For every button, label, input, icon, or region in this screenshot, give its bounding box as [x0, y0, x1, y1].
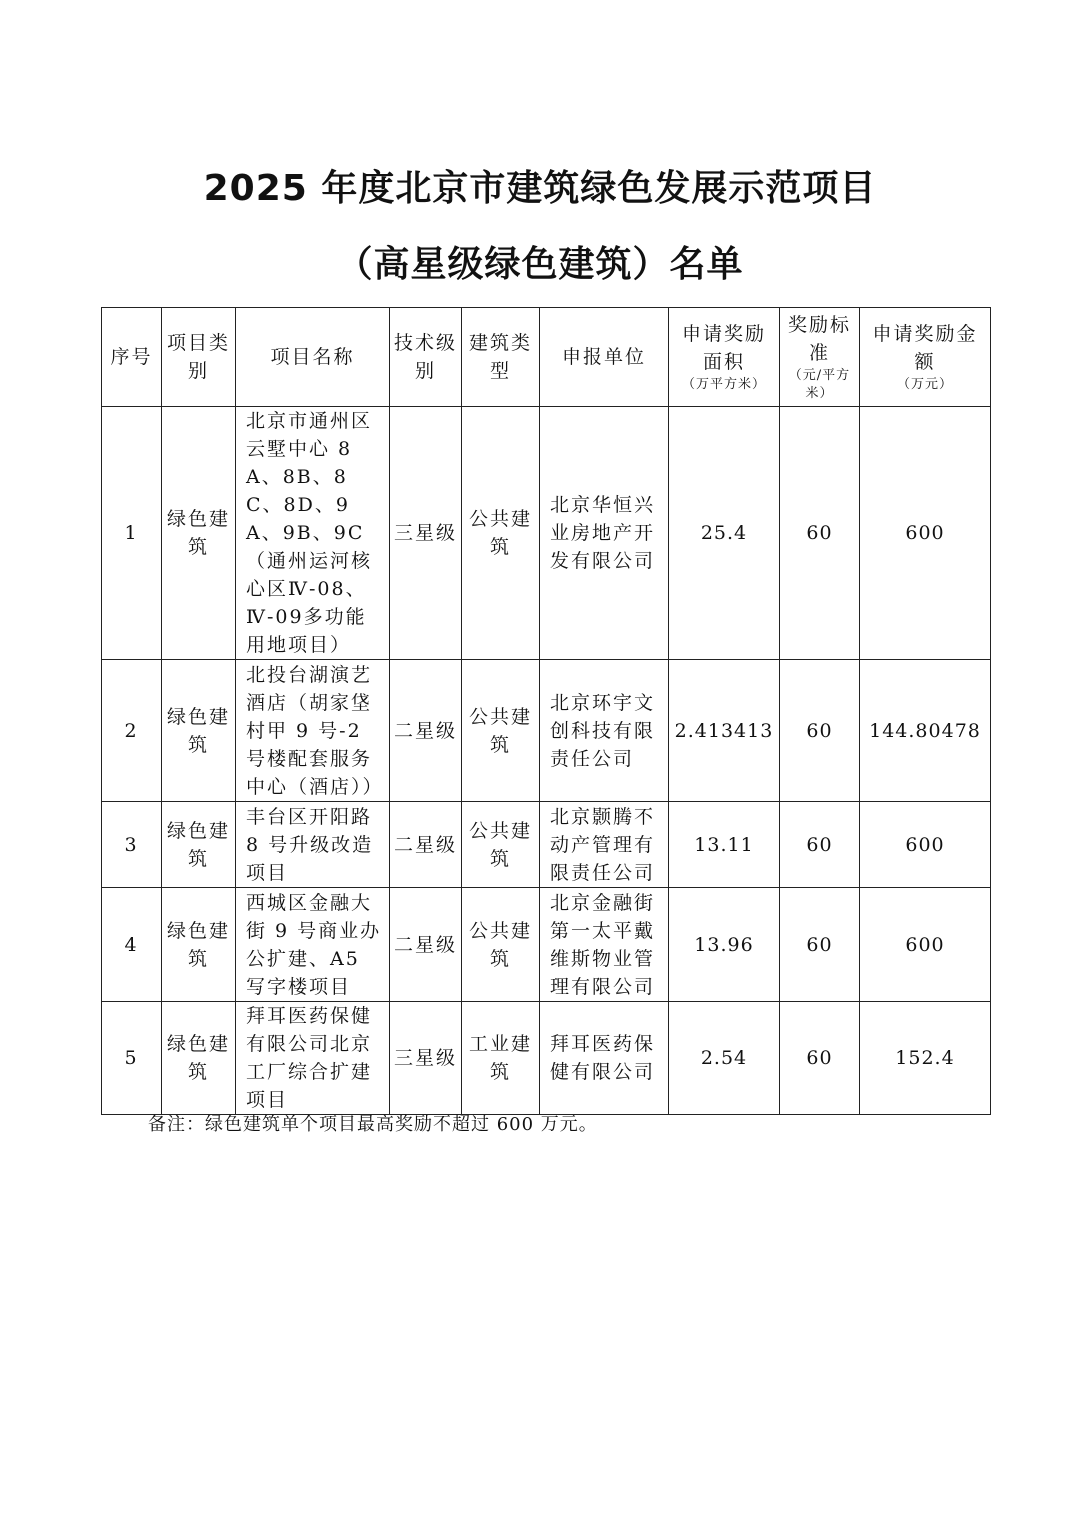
cell-applicant: 北京颢腾不动产管理有限责任公司 — [540, 802, 669, 888]
header-building-type: 建筑类型 — [462, 308, 540, 407]
header-category: 项目类别 — [162, 308, 236, 407]
header-seq: 序号 — [102, 308, 162, 407]
cell-standard: 60 — [780, 802, 860, 888]
cell-amount: 600 — [860, 888, 991, 1002]
cell-project-name: 丰台区开阳路 8 号升级改造项目 — [236, 802, 390, 888]
cell-seq: 4 — [102, 888, 162, 1002]
table-row — [102, 888, 991, 1002]
cell-building-type: 公共建筑 — [462, 888, 540, 1002]
project-table — [101, 307, 991, 1115]
header-standard — [780, 308, 860, 407]
cell-tech-level: 三星级 — [390, 407, 462, 660]
cell-seq: 2 — [102, 660, 162, 802]
cell-amount: 152.4 — [860, 1002, 991, 1115]
table-row — [102, 407, 991, 660]
cell-tech-level: 三星级 — [390, 1002, 462, 1115]
cell-category: 绿色建筑 — [162, 407, 236, 660]
cell-project-name: 北投台湖演艺酒店（胡家垡村甲 9 号-2 号楼配套服务中心（酒店）） — [236, 660, 390, 802]
table-row — [102, 660, 991, 802]
header-amount-main: 申请奖励金额 — [872, 323, 978, 373]
header-amount-unit: （万元） — [896, 377, 953, 392]
cell-building-type: 公共建筑 — [462, 660, 540, 802]
cell-area: 13.96 — [669, 888, 780, 1002]
cell-area: 2.413413 — [669, 660, 780, 802]
cell-amount: 600 — [860, 407, 991, 660]
footnote: 备注：绿色建筑单个项目最高奖励不超过 600 万元。 — [148, 1114, 598, 1135]
cell-category: 绿色建筑 — [162, 888, 236, 1002]
cell-applicant: 北京环宇文创科技有限责任公司 — [540, 660, 669, 802]
cell-category: 绿色建筑 — [162, 660, 236, 802]
cell-seq: 1 — [102, 407, 162, 660]
cell-applicant: 北京金融街第一太平戴维斯物业管理有限公司 — [540, 888, 669, 1002]
cell-project-name: 拜耳医药保健有限公司北京工厂综合扩建项目 — [236, 1002, 390, 1115]
document-subtitle: （高星级绿色建筑）名单 — [336, 244, 744, 285]
header-amount — [860, 308, 991, 407]
header-row — [102, 308, 991, 407]
cell-tech-level: 二星级 — [390, 660, 462, 802]
header-standard-unit: （元/平方米） — [788, 368, 851, 401]
header-name: 项目名称 — [236, 308, 390, 407]
cell-amount: 600 — [860, 802, 991, 888]
cell-tech-level: 二星级 — [390, 888, 462, 1002]
cell-category: 绿色建筑 — [162, 1002, 236, 1115]
cell-standard: 60 — [780, 1002, 860, 1115]
header-applicant: 申报单位 — [540, 308, 669, 407]
cell-standard: 60 — [780, 407, 860, 660]
cell-seq: 5 — [102, 1002, 162, 1115]
cell-standard: 60 — [780, 888, 860, 1002]
cell-applicant: 拜耳医药保健有限公司 — [540, 1002, 669, 1115]
header-tech-level: 技术级别 — [390, 308, 462, 407]
cell-area: 13.11 — [669, 802, 780, 888]
cell-standard: 60 — [780, 660, 860, 802]
cell-tech-level: 二星级 — [390, 802, 462, 888]
header-area-unit: （万平方米） — [681, 377, 766, 392]
cell-project-name: 西城区金融大街 9 号商业办公扩建、A5 写字楼项目 — [236, 888, 390, 1002]
cell-project-name: 北京市通州区云墅中心 8A、8B、8C、8D、9A、9B、9C（通州运河核心区Ⅳ-08、Ⅳ-09多功能用地项目） — [236, 407, 390, 660]
document-title: 2025 年度北京市建筑绿色发展示范项目 — [203, 168, 877, 209]
header-area-main: 申请奖励面积 — [681, 323, 766, 373]
cell-category: 绿色建筑 — [162, 802, 236, 888]
cell-applicant: 北京华恒兴业房地产开发有限公司 — [540, 407, 669, 660]
cell-area: 25.4 — [669, 407, 780, 660]
cell-area: 2.54 — [669, 1002, 780, 1115]
cell-building-type: 公共建筑 — [462, 407, 540, 660]
cell-amount: 144.80478 — [860, 660, 991, 802]
header-standard-main: 奖励标准 — [787, 314, 851, 364]
cell-building-type: 公共建筑 — [462, 802, 540, 888]
cell-seq: 3 — [102, 802, 162, 888]
table-row — [102, 1002, 991, 1115]
header-area — [669, 308, 780, 407]
cell-building-type: 工业建筑 — [462, 1002, 540, 1115]
table-row — [102, 802, 991, 888]
